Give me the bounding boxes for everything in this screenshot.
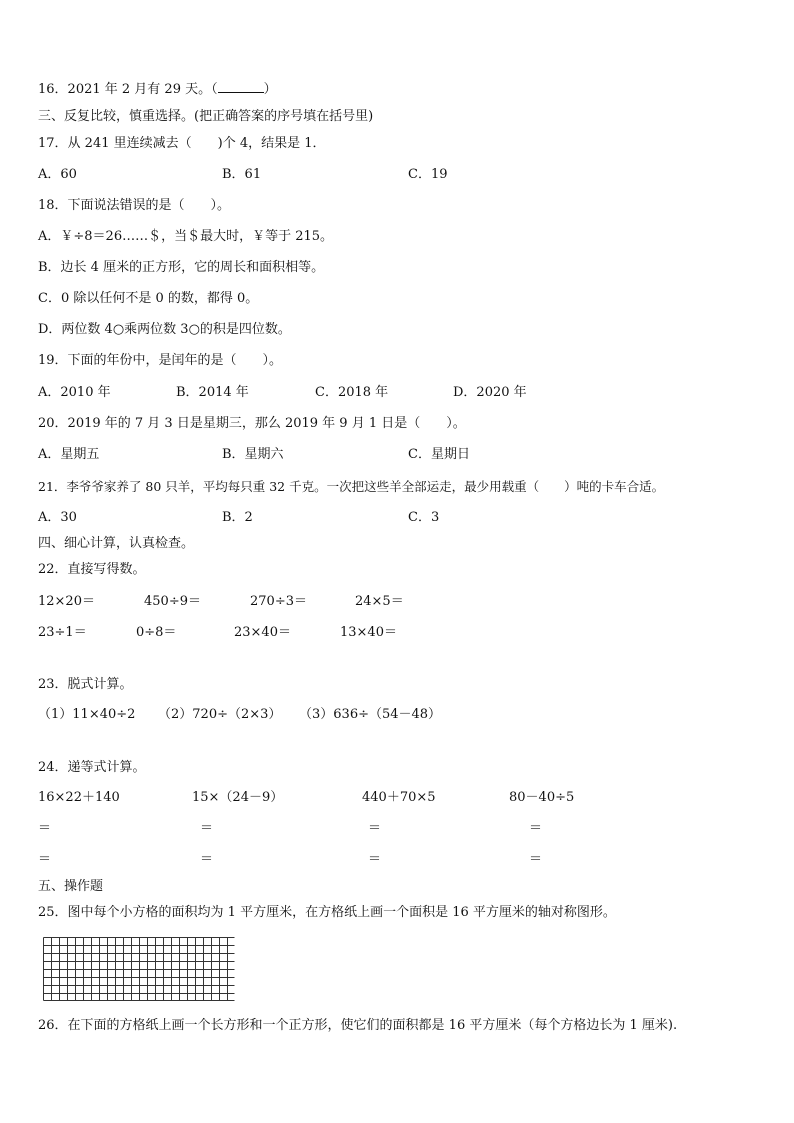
q19-option-c[interactable]: C．2018 年 xyxy=(315,385,389,400)
q22-item: 450÷9＝ xyxy=(144,594,201,609)
q20-option-a[interactable]: A．星期五 xyxy=(38,447,100,462)
question-16 xyxy=(38,80,277,99)
question-25-stem: 25．图中每个小方格的面积均为 1 平方厘米，在方格纸上画一个面积是 16 平方厘米的轴对称图形。 xyxy=(38,905,616,920)
q23-item: （2）720÷（2×3） xyxy=(158,707,282,722)
equals-sign: ＝ xyxy=(368,852,382,867)
q22-item: 13×40＝ xyxy=(340,625,397,640)
equals-sign: ＝ xyxy=(200,821,214,836)
q22-item: 23×40＝ xyxy=(234,625,291,640)
equals-sign: ＝ xyxy=(368,821,382,836)
q17-option-a[interactable]: A．60 xyxy=(38,167,77,182)
equals-sign: ＝ xyxy=(529,821,543,836)
square-grid[interactable] xyxy=(43,937,235,1001)
section-5-heading: 五、操作题 xyxy=(38,879,104,894)
question-24-stem: 24．递等式计算。 xyxy=(38,760,146,775)
q24-item: 16×22＋140 xyxy=(38,790,120,805)
q21-option-b[interactable]: B．2 xyxy=(222,510,253,525)
q23-item: （3）636÷（54－48） xyxy=(299,707,442,722)
question-22-stem: 22．直接写得数。 xyxy=(38,562,146,577)
question-16-close: ） xyxy=(263,82,277,97)
q22-item: 270÷3＝ xyxy=(250,594,307,609)
q19-option-a[interactable]: A．2010 年 xyxy=(38,385,111,400)
question-17-stem: 17．从 241 里连续减去（ )个 4，结果是 1． xyxy=(38,136,326,151)
question-16-text: 16．2021 年 2 月有 29 天。（ xyxy=(38,82,218,97)
question-23-stem: 23．脱式计算。 xyxy=(38,677,133,692)
q24-item: 15×（24－9） xyxy=(192,790,284,805)
equals-sign: ＝ xyxy=(529,852,543,867)
q22-item: 23÷1＝ xyxy=(38,625,87,640)
q18-option-a[interactable]: A．￥÷8＝26……＄，当＄最大时，￥等于 215。 xyxy=(38,229,334,244)
q20-option-b[interactable]: B．星期六 xyxy=(222,447,284,462)
equals-sign: ＝ xyxy=(38,821,52,836)
q22-item: 12×20＝ xyxy=(38,594,95,609)
q17-option-b[interactable]: B．61 xyxy=(222,167,262,182)
equals-sign: ＝ xyxy=(200,852,214,867)
question-26-stem: 26．在下面的方格纸上画一个长方形和一个正方形，使它们的面积都是 16 平方厘米（每个方格边长为 1 厘米). xyxy=(38,1018,678,1033)
q22-item: 0÷8＝ xyxy=(136,625,177,640)
section-4-heading: 四、细心计算，认真检查。 xyxy=(38,536,195,551)
q19-option-b[interactable]: B．2014 年 xyxy=(176,385,249,400)
question-19-stem: 19．下面的年份中，是闰年的是（ ）。 xyxy=(38,353,283,368)
q24-item: 440＋70×5 xyxy=(362,790,436,805)
q21-option-c[interactable]: C．3 xyxy=(408,510,440,525)
q23-item: （1）11×40÷2 xyxy=(38,707,136,722)
question-21-stem: 21．李爷爷家养了 80 只羊，平均每只重 32 千克。一次把这些羊全部运走，最少用载重（ ）吨的卡车合适。 xyxy=(38,479,665,494)
equals-sign: ＝ xyxy=(38,852,52,867)
q20-option-c[interactable]: C．星期日 xyxy=(408,447,470,462)
q19-option-d[interactable]: D．2020 年 xyxy=(453,385,527,400)
answer-blank[interactable] xyxy=(218,80,264,93)
q22-item: 24×5＝ xyxy=(355,594,404,609)
q18-option-d[interactable]: D．两位数 4○乘两位数 3○的积是四位数。 xyxy=(38,322,291,337)
q21-option-a[interactable]: A．30 xyxy=(38,510,77,525)
q18-option-b[interactable]: B．边长 4 厘米的正方形，它的周长和面积相等。 xyxy=(38,260,325,275)
q18-option-c[interactable]: C．0 除以任何不是 0 的数，都得 0。 xyxy=(38,291,259,306)
question-18-stem: 18．下面说法错误的是（ ）。 xyxy=(38,198,231,213)
section-3-heading: 三、反复比较，慎重选择。(把正确答案的序号填在括号里) xyxy=(38,109,374,124)
q24-item: 80－40÷5 xyxy=(509,790,575,805)
q17-option-c[interactable]: C．19 xyxy=(408,167,448,182)
question-20-stem: 20．2019 年的 7 月 3 日是星期三，那么 2019 年 9 月 1 日是（ ）。 xyxy=(38,416,466,431)
